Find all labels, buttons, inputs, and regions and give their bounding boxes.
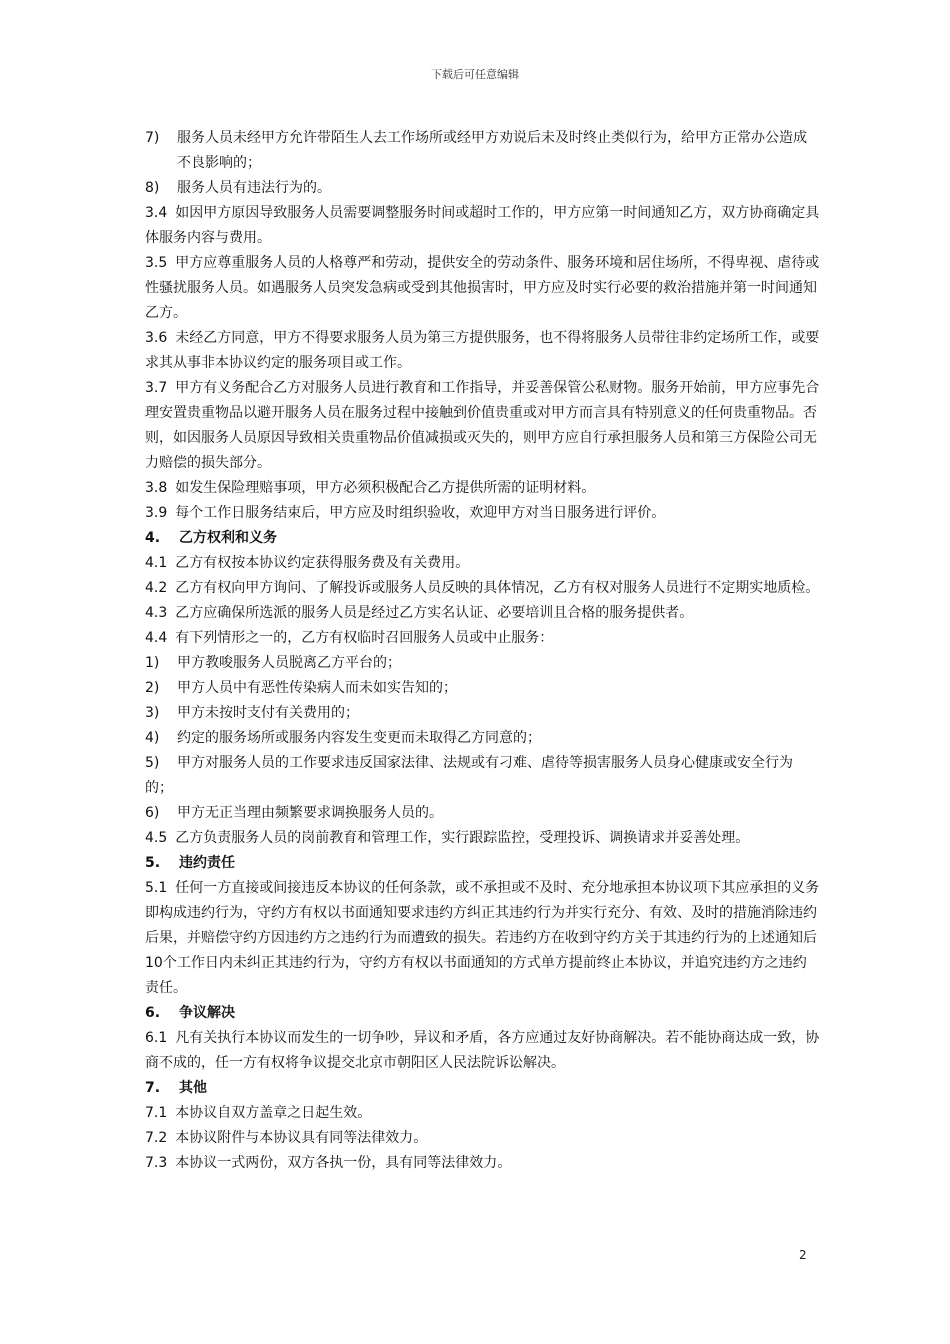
clause-number: 4.4 <box>145 630 168 646</box>
list-item <box>145 651 820 676</box>
clause-text: 乙方应确保所选派的服务人员是经过乙方实名认证、必要培训且合格的服务提供者。 <box>175 605 694 621</box>
clause-text: 有下列情形之一的，乙方有权临时召回服务人员或中止服务： <box>175 630 554 646</box>
clause-text: 每个工作日服务结束后，甲方应及时组织验收，欢迎甲方对当日服务进行评价。 <box>175 505 666 521</box>
clause-text: 约定的服务场所或服务内容发生变更而未取得乙方同意的； <box>177 730 541 746</box>
clause-number: 3.8 <box>145 480 168 496</box>
list-item <box>145 726 820 751</box>
clause-text: 本协议自双方盖章之日起生效。 <box>175 1105 372 1121</box>
list-item <box>145 176 820 201</box>
clause-text: 争议解决 <box>179 1005 235 1021</box>
clause-number: 4) <box>145 730 160 746</box>
section-heading <box>145 1076 820 1101</box>
clause-text: 任何一方直接或间接违反本协议的任何条款，或不承担或不及时、充分地承担本协议项下其应承担的义务即构成违约行为，守约方有权以书面通知要求违约方纠正其违约行为并实行充分、有效、及时的措施消除违约后果，并赔偿守约方因违约方之违约行为而遭致的损失。若违约方在收到守约方关于其违约行为的上述通知后10个工作日内未纠正其违约行为，守约方有权以书面通知的方式单方提前终止本协议，并追究违约方之违约责任。 <box>145 880 820 996</box>
clause-text: 甲方对服务人员的工作要求违反国家法律、法规或有刁难、虐待等损害服务人员身心健康或安全行为的； <box>145 755 793 796</box>
clause-text: 乙方负责服务人员的岗前教育和管理工作，实行跟踪监控，受理投诉、调换请求并妥善处理。 <box>175 830 750 846</box>
clause-number: 2) <box>145 680 160 696</box>
page-header: 下载后可任意编辑 <box>431 68 519 81</box>
section-heading <box>145 851 820 876</box>
clause-text: 违约责任 <box>179 855 235 871</box>
section-heading <box>145 1001 820 1026</box>
clause-number: 3.5 <box>145 255 168 271</box>
clause-number: 3.9 <box>145 505 168 521</box>
clause-paragraph <box>145 551 820 576</box>
clause-text: 其他 <box>179 1080 207 1096</box>
clause-number: 6. <box>145 1005 161 1021</box>
clause-number: 4.2 <box>145 580 168 596</box>
clause-number: 3.7 <box>145 380 168 396</box>
list-item <box>145 801 820 826</box>
clause-paragraph <box>145 376 820 476</box>
clause-paragraph <box>145 476 820 501</box>
clause-text: 如发生保险理赔事项，甲方必须积极配合乙方提供所需的证明材料。 <box>175 480 596 496</box>
clause-text: 服务人员未经甲方允许带陌生人去工作场所或经甲方劝说后未及时终止类似行为，给甲方正常办公造成不良影响的； <box>177 130 807 171</box>
clause-text: 甲方教唆服务人员脱离乙方平台的； <box>177 655 401 671</box>
clause-number: 4. <box>145 530 161 546</box>
clause-paragraph <box>145 1151 820 1176</box>
clause-number: 3.4 <box>145 205 168 221</box>
clause-number: 7.2 <box>145 1130 168 1146</box>
clause-text: 本协议一式两份，双方各执一份，具有同等法律效力。 <box>175 1155 512 1171</box>
document-body <box>145 126 820 1176</box>
clause-paragraph <box>145 201 820 251</box>
clause-text: 乙方权利和义务 <box>179 530 277 546</box>
clause-number: 8) <box>145 180 160 196</box>
clause-number: 4.5 <box>145 830 168 846</box>
list-item <box>145 751 820 801</box>
clause-text: 甲方有义务配合乙方对服务人员进行教育和工作指导，并妥善保管公私财物。服务开始前，甲方应事先合理安置贵重物品以避开服务人员在服务过程中接触到价值贵重或对甲方而言具有特别意义的任何贵重物品。否则，如因服务人员原因导致相关贵重物品价值减损或灭失的，则甲方应自行承担服务人员和第三方保险公司无力赔偿的损失部分。 <box>145 380 820 471</box>
clause-paragraph <box>145 1126 820 1151</box>
clause-number: 1) <box>145 655 160 671</box>
clause-number: 6.1 <box>145 1030 168 1046</box>
clause-text: 甲方未按时支付有关费用的； <box>177 705 359 721</box>
clause-text: 服务人员有违法行为的。 <box>177 180 331 196</box>
clause-number: 6) <box>145 805 160 821</box>
list-item <box>145 676 820 701</box>
clause-number: 4.1 <box>145 555 168 571</box>
clause-text: 甲方无正当理由频繁要求调换服务人员的。 <box>177 805 443 821</box>
clause-paragraph <box>145 601 820 626</box>
section-heading <box>145 526 820 551</box>
clause-number: 4.3 <box>145 605 168 621</box>
clause-number: 7.1 <box>145 1105 168 1121</box>
clause-number: 5.1 <box>145 880 168 896</box>
list-item <box>145 701 820 726</box>
clause-number: 5) <box>145 755 160 771</box>
clause-text: 如因甲方原因导致服务人员需要调整服务时间或超时工作的，甲方应第一时间通知乙方，双方协商确定具体服务内容与费用。 <box>145 205 820 246</box>
clause-paragraph <box>145 876 820 1001</box>
list-item <box>145 126 820 176</box>
clause-text: 本协议附件与本协议具有同等法律效力。 <box>175 1130 428 1146</box>
clause-paragraph <box>145 326 820 376</box>
clause-number: 3.6 <box>145 330 168 346</box>
clause-number: 5. <box>145 855 161 871</box>
clause-paragraph <box>145 501 820 526</box>
clause-text: 乙方有权向甲方询问、了解投诉或服务人员反映的具体情况，乙方有权对服务人员进行不定期实地质检。 <box>175 580 820 596</box>
clause-text: 甲方应尊重服务人员的人格尊严和劳动，提供安全的劳动条件、服务环境和居住场所，不得卑视、虐待或性骚扰服务人员。如遇服务人员突发急病或受到其他损害时，甲方应及时实行必要的救治措施并第一时间通知乙方。 <box>145 255 820 321</box>
clause-number: 3) <box>145 705 160 721</box>
clause-number: 7. <box>145 1080 161 1096</box>
clause-paragraph <box>145 826 820 851</box>
clause-paragraph <box>145 1026 820 1076</box>
clause-number: 7.3 <box>145 1155 168 1171</box>
clause-paragraph <box>145 251 820 326</box>
clause-paragraph <box>145 626 820 651</box>
clause-number: 7) <box>145 130 160 146</box>
clause-text: 凡有关执行本协议而发生的一切争吵，异议和矛盾，各方应通过友好协商解决。若不能协商达成一致，协商不成的，任一方有权将争议提交北京市朝阳区人民法院诉讼解决。 <box>145 1030 820 1071</box>
clause-text: 乙方有权按本协议约定获得服务费及有关费用。 <box>175 555 470 571</box>
clause-text: 未经乙方同意，甲方不得要求服务人员为第三方提供服务，也不得将服务人员带往非约定场所工作，或要求其从事非本协议约定的服务项目或工作。 <box>145 330 820 371</box>
clause-text: 甲方人员中有恶性传染病人而未如实告知的； <box>177 680 457 696</box>
clause-paragraph <box>145 576 820 601</box>
page-number: 2 <box>799 1248 807 1262</box>
clause-paragraph <box>145 1101 820 1126</box>
